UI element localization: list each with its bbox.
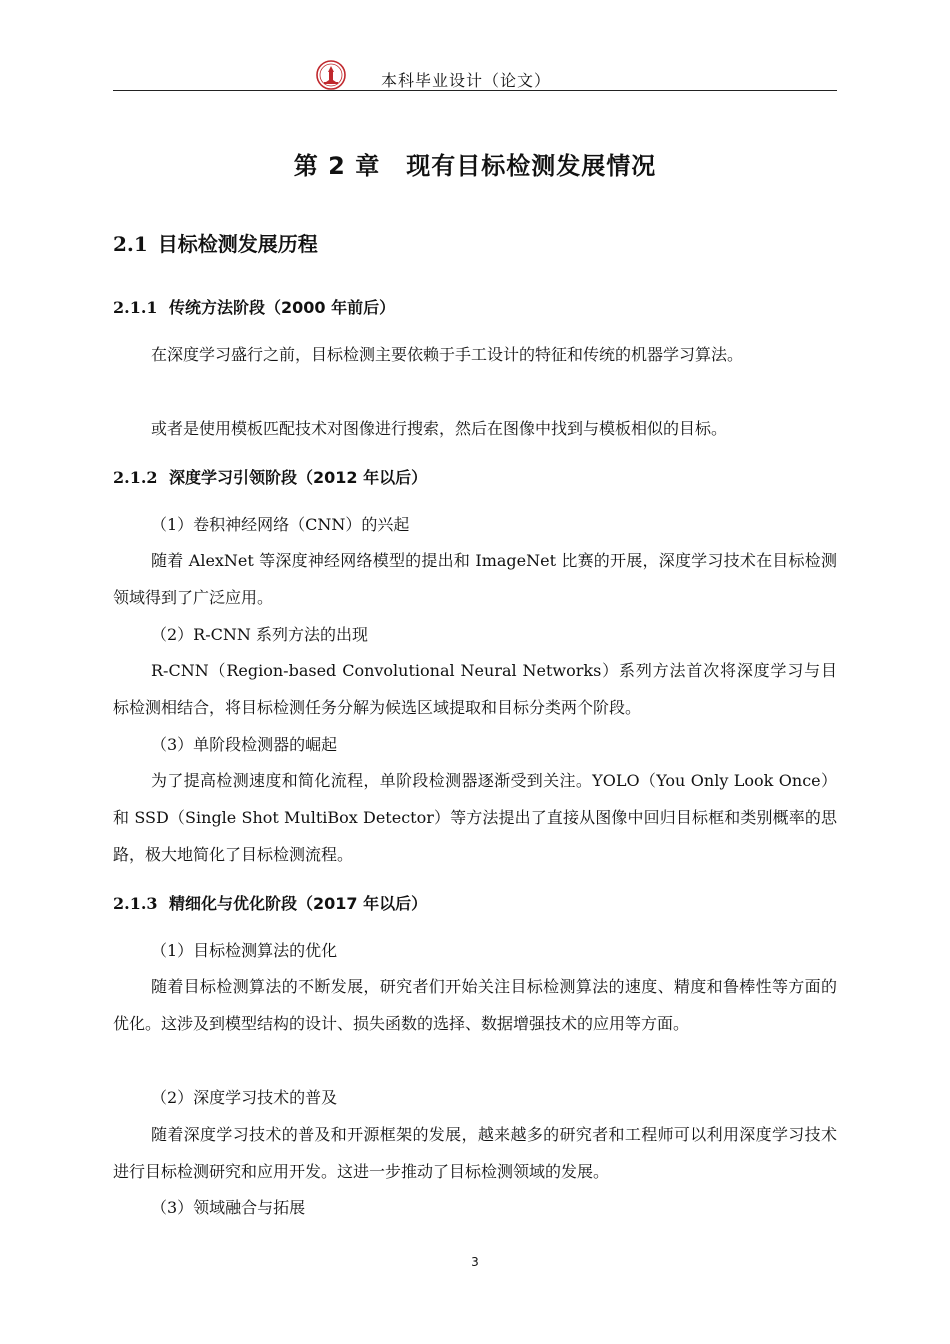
section-number: 2.1	[113, 232, 148, 256]
university-logo-icon	[316, 60, 346, 90]
paragraph: R-CNN（Region-based Convolutional Neural Networks）系列方法首次将深度学习与目标检测相结合，将目标检测任务分解为候选区域提取和目标分类两个阶段。	[113, 661, 837, 717]
subsection-title: 深度学习引领阶段（2012 年以后）	[169, 468, 428, 487]
list-heading: （3）单阶段检测器的崛起	[151, 735, 338, 754]
subsection-heading-1	[113, 295, 395, 318]
list-heading: （1）卷积神经网络（CNN）的兴起	[151, 515, 410, 534]
list-heading: （2）R-CNN 系列方法的出现	[151, 625, 368, 644]
list-heading: （3）领域融合与拓展	[151, 1198, 306, 1217]
paragraph: 在深度学习盛行之前，目标检测主要依赖于手工设计的特征和传统的机器学习算法。	[151, 345, 744, 364]
paragraph: 随着 AlexNet 等深度神经网络模型的提出和 ImageNet 比赛的开展，深度学习技术在目标检测领域得到了广泛应用。	[113, 551, 837, 607]
paragraph: 随着深度学习技术的普及和开源框架的发展，越来越多的研究者和工程师可以利用深度学习技术进行目标检测研究和应用开发。这进一步推动了目标检测领域的发展。	[113, 1125, 837, 1181]
list-heading: （1）目标检测算法的优化	[151, 941, 338, 960]
header-title: 本科毕业设计（论文）	[381, 71, 552, 90]
subsection-heading-2	[113, 465, 427, 488]
section-title: 目标检测发展历程	[157, 232, 318, 256]
subsection-title: 传统方法阶段（2000 年前后）	[169, 298, 396, 317]
paragraph: 或者是使用模板匹配技术对图像进行搜索，然后在图像中找到与模板相似的目标。	[151, 419, 728, 438]
chapter-title: 现有目标检测发展情况	[406, 152, 657, 180]
paragraph: 为了提高检测速度和简化流程，单阶段检测器逐渐受到关注。YOLO（You Only Look Once）和 SSD（Single Shot MultiBox Detector）等方法提出了直接从图像中回归目标框和类别概率的思路，极大地简化了目标检测流程。	[113, 771, 837, 864]
list-heading: （2）深度学习技术的普及	[151, 1088, 338, 1107]
subsection-number: 2.1.3	[113, 894, 158, 913]
subsection-number: 2.1.1	[113, 298, 158, 317]
subsection-title: 精细化与优化阶段（2017 年以后）	[169, 894, 428, 913]
page-header	[113, 60, 837, 91]
chapter-number: 第 2 章	[293, 152, 381, 180]
subsection-number: 2.1.2	[113, 468, 158, 487]
chapter-heading	[0, 146, 950, 181]
paragraph: 随着目标检测算法的不断发展，研究者们开始关注目标检测算法的速度、精度和鲁棒性等方面的优化。这涉及到模型结构的设计、损失函数的选择、数据增强技术的应用等方面。	[113, 977, 837, 1033]
section-heading	[113, 228, 318, 257]
subsection-heading-3	[113, 891, 427, 914]
page-number: 3	[471, 1255, 479, 1269]
